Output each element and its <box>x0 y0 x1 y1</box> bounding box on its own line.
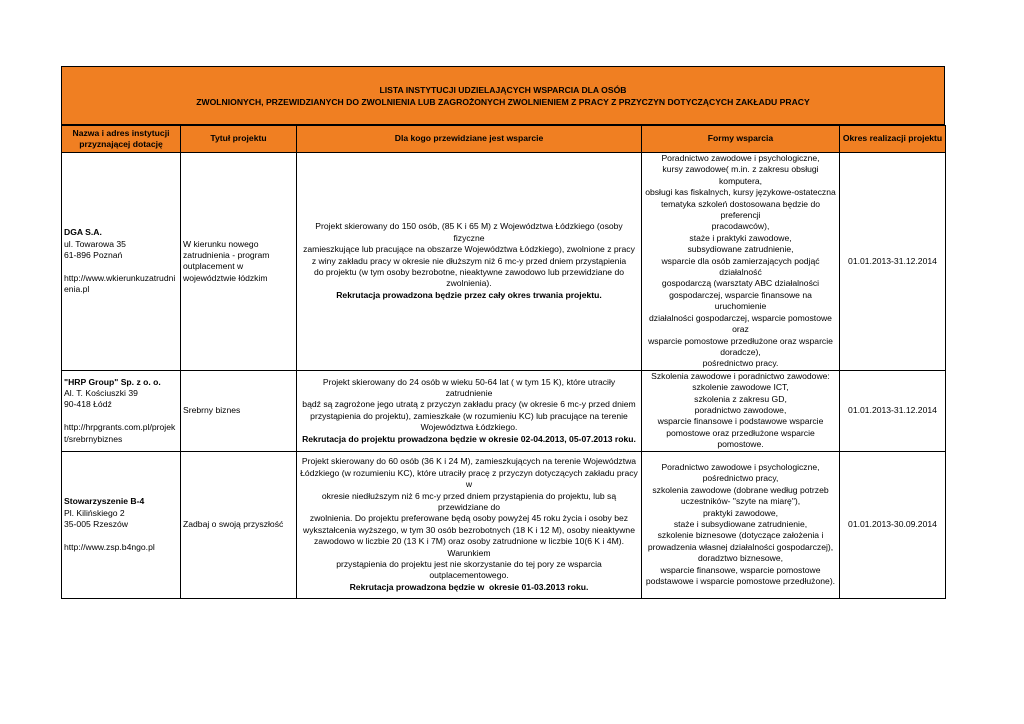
target-line: bądź są zagrożone jego utratą z przyczyn zakładu pracy (w okresie 6 mc-y przed dniem <box>302 399 636 410</box>
support-form-line: uczestników- "szyte na miarę"), <box>680 496 801 507</box>
title-line-1: LISTA INSTYTUCJI UDZIELAJĄCYCH WSPARCIA DLA OSÓB <box>379 84 627 95</box>
org-address-city: 90-418 Łódź <box>64 399 112 410</box>
support-forms-cell <box>642 370 840 451</box>
target-line: okresie niedłuższym niż 6 mc-y przed dniem przystąpienia do projektu, lub są przewidziane do <box>321 490 619 512</box>
header-title: Tytuł projektu <box>181 126 297 153</box>
project-title-cell <box>181 153 297 371</box>
recruitment-note: Rekrutacja prowadzona będzie przez cały okres trwania projektu. <box>336 289 602 300</box>
support-form-line: staże i subsydiowane zatrudnienie, <box>673 519 808 530</box>
project-title: W kierunku nowego zatrudnienia - program outplacement w województwie łódzkim <box>183 238 270 283</box>
support-form-line: pośrednictwo pracy, <box>702 473 779 484</box>
target-group-cell <box>297 153 642 371</box>
support-form-line: szkolenie zawodowe ICT, <box>692 382 789 393</box>
support-form-line: wsparcie finansowe i podstawowe wsparcie <box>657 416 824 427</box>
project-title-cell <box>181 370 297 451</box>
target-line: Projekt skierowany do 24 osób w wieku 50-64 lat ( w tym 15 K), które utraciły zatrudnienie <box>322 376 618 398</box>
support-form-line: kursy zawodowe( m.in. z zakresu obsługi komputera, <box>662 164 821 186</box>
target-line: z winy zakładu pracy w okresie nie dłuższym niż 6 mc-y przed dniem przystąpienia <box>311 255 627 266</box>
support-form-line: gospodarczą (warsztaty ABC działalności <box>661 278 820 289</box>
org-address-street: Pl. Kilińskiego 2 <box>64 507 125 518</box>
org-cell <box>62 370 181 451</box>
org-address-street: ul. Towarowa 35 <box>64 238 126 249</box>
header-row <box>62 126 946 153</box>
title-line-2: ZWOLNIONYCH, PRZEWIDZIANYCH DO ZWOLNIENIA LUB ZAGROŻONYCH ZWOLNIENIEM Z PRACY Z PRZYCZYN DOTYCZĄCYCH ZAKŁADU PRACY <box>196 96 810 107</box>
support-form-line: praktyki zawodowe, <box>703 507 778 518</box>
org-name: Stowarzyszenie B-4 <box>64 496 145 507</box>
support-form-line: wsparcie finansowe, wsparcie pomostowe <box>660 564 821 575</box>
project-title: Srebrny biznes <box>183 405 241 416</box>
table-row <box>62 451 946 598</box>
target-group-cell <box>297 370 642 451</box>
project-title: Zadbaj o swoją przyszłość <box>183 519 284 530</box>
support-form-line: subsydiowane zatrudnienie, <box>687 244 794 255</box>
header-period: Okres realizacji projektu <box>840 126 946 153</box>
support-form-line: Poradnictwo zawodowe i psychologiczne, <box>661 153 820 163</box>
period-cell <box>840 153 946 371</box>
period-value: 01.01.2013-31.12.2014 <box>848 255 937 266</box>
target-line: Województwa Łódzkiego. <box>420 422 518 433</box>
support-form-line: doradztwo biznesowe, <box>697 553 784 564</box>
support-form-line: Poradnictwo zawodowe i psychologiczne, <box>661 461 820 472</box>
support-form-line: wsparcie pomostowe przedłużone oraz wsparcie <box>648 335 833 346</box>
support-form-line: poradnictwo zawodowe, <box>694 405 787 416</box>
org-name: DGA S.A. <box>64 227 102 238</box>
support-form-line: szkolenie biznesowe (dotyczące założenia i <box>657 530 824 541</box>
support-form-line: działalności gospodarczej, wsparcie pomostowe oraz <box>649 312 835 335</box>
support-forms-cell <box>642 451 840 598</box>
project-title-cell <box>181 451 297 598</box>
period-value: 01.01.2013-31.12.2014 <box>848 405 937 416</box>
org-url[interactable]: http://hrpgrants.com.pl/projekt/srebrnybiznes <box>64 422 176 444</box>
target-line: Projekt skierowany do 150 osób, (85 K i 65 M) z Województwa Łódzkiego (osoby fizyczne <box>315 221 626 243</box>
org-address-city: 61-896 Poznań <box>64 249 123 260</box>
institutions-table <box>61 125 946 599</box>
support-form-line: doradcze), <box>720 346 761 357</box>
org-url[interactable]: http://www.wkierunkuzatrudnienia.pl <box>64 272 176 295</box>
table-row <box>62 370 946 451</box>
support-form-line: wsparcie dla osób zamierzających podjąć działalność <box>661 255 822 278</box>
period-cell <box>840 370 946 451</box>
support-form-line: pośrednictwo pracy. <box>702 358 779 369</box>
support-form-line: gospodarczej, wsparcie finansowe na uruchomienie <box>669 289 815 312</box>
table-row <box>62 153 946 371</box>
target-line: zawodowo w liczbie 20 (13 K i 7M) oraz osoby zatrudnione w liczbie 10(6 K i 4M). Warunkiem <box>314 536 627 558</box>
target-line: zwolnienia. Do projektu preferowane będą osoby powyżej 45 roku życia i osoby bez <box>309 513 629 524</box>
period-value: 01.01.2013-30.09.2014 <box>848 519 937 530</box>
target-line: do projektu (w tym osoby bezrobotne, nieaktywne zawodowo lub przewidziane do zwolnienia). <box>313 267 627 289</box>
header-forms: Formy wsparcia <box>642 126 840 153</box>
org-address-city: 35-005 Rzeszów <box>64 519 129 530</box>
recruitment-note: Rekrutacja prowadzona będzie w okresie 01-03.2013 roku. <box>349 581 589 592</box>
target-line: wykształcenia wyższego, w tym 30 osób bezrobotnych (18 K i 12 M), osoby nieaktywne <box>303 524 635 535</box>
support-form-line: podstawowe i wsparcie pomostowe przedłużone). <box>645 576 836 587</box>
org-name: "HRP Group" Sp. z o. o. <box>64 376 161 387</box>
org-cell <box>62 153 181 371</box>
support-form-line: Szkolenia zawodowe i poradnictwo zawodowe: <box>651 370 830 381</box>
title-banner <box>61 66 945 125</box>
target-line: zamieszkujące lub pracujące na obszarze Województwa Łódzkiego), zwolnione z pracy <box>303 244 635 255</box>
header-name: Nazwa i adres instytucji przyznającej dotację <box>62 126 181 153</box>
spreadsheet <box>61 66 945 599</box>
org-url[interactable]: http://www.zsp.b4ngo.pl <box>64 541 155 552</box>
target-line: Projekt skierowany do 60 osób (36 K i 24 M), zamieszkujących na terenie Województwa <box>301 456 637 467</box>
support-form-line: szkolenia z zakresu GD, <box>694 393 787 404</box>
support-form-line: prowadzenia własnej działalności gospodarczej), <box>647 541 834 552</box>
support-forms-cell <box>642 153 840 371</box>
target-line: Łódzkiego (w rozumieniu KC), które utraciły pracę z przyczyn dotyczących zakładu pracy w <box>300 467 641 490</box>
support-form-line: staże i praktyki zawodowe, <box>689 232 792 243</box>
recruitment-note: Rekrutacja do projektu prowadzona będzie w okresie 02-04.2013, 05-07.2013 roku. <box>302 433 636 444</box>
org-cell <box>62 451 181 598</box>
support-form-line: obsługi kas fiskalnych, kursy językowe-ostateczna <box>645 187 836 198</box>
org-address-street: Al. T. Kościuszki 39 <box>64 387 138 398</box>
target-line: przystąpienia do projektu jest nie skorzystanie do tej pory ze wsparcia outplacementowego. <box>336 558 605 581</box>
target-line: przystąpienia do projektu), zamieszkałe (w rozumieniu KC) lub pracujące na terenie <box>310 410 628 421</box>
support-form-line: pracodawców), <box>711 221 770 232</box>
period-cell <box>840 451 946 598</box>
support-form-line: pomostowe oraz przedłużone wsparcie pomostowe. <box>666 427 818 450</box>
support-form-line: tematyka szkoleń dostosowana będzie do preferencji <box>660 198 823 221</box>
header-target: Dla kogo przewidziane jest wsparcie <box>297 126 642 153</box>
support-form-line: szkolenia zawodowe (dobrane według potrzeb <box>652 484 829 495</box>
target-group-cell <box>297 451 642 598</box>
